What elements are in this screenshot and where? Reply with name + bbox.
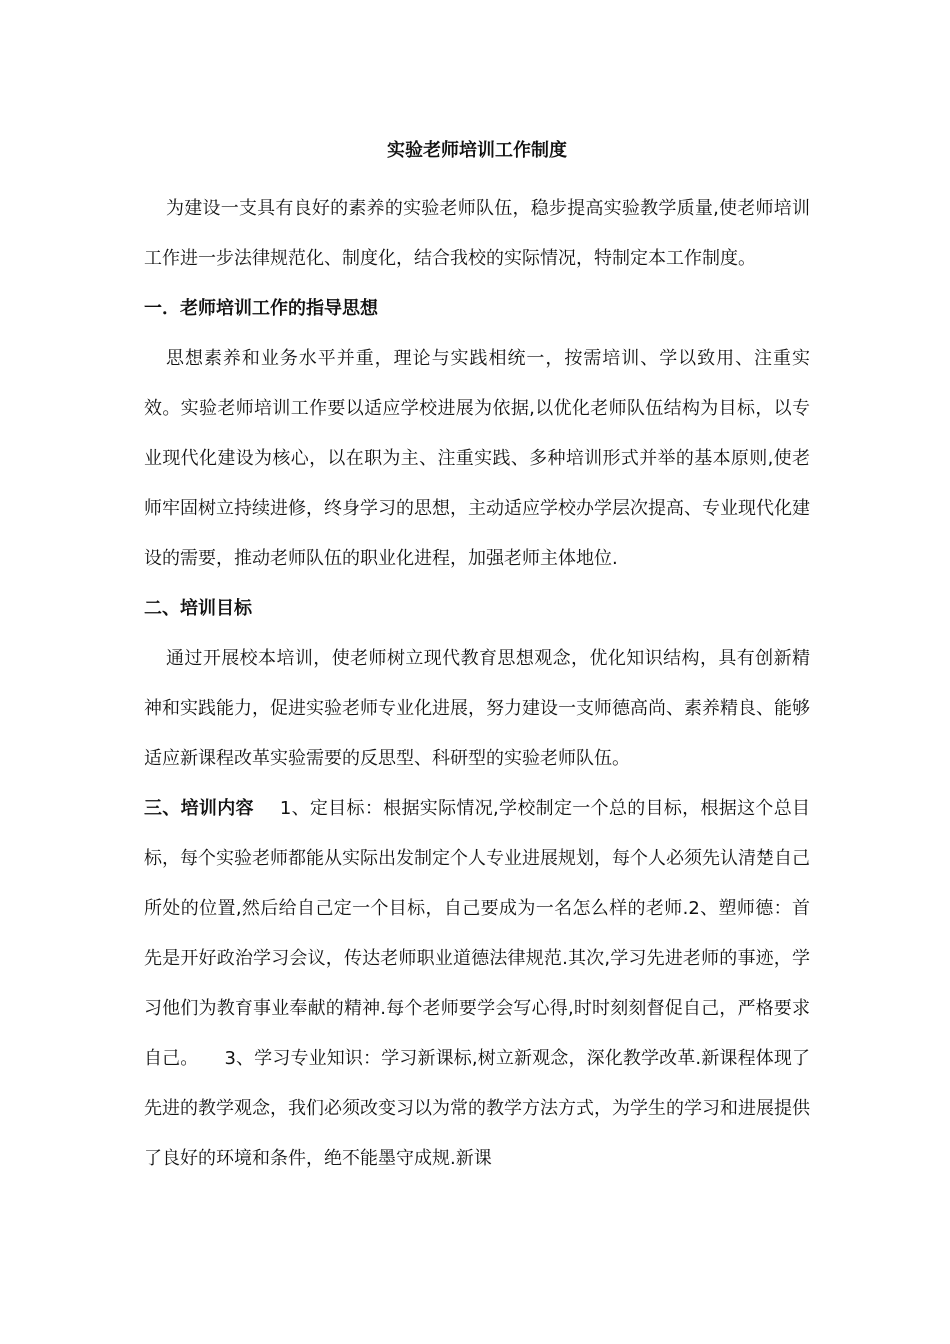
section-1-body: 思想素养和业务水平并重，理论与实践相统一，按需培训、学以致用、注重实效。实验老师培训工作要以适应学校进展为依据,以优化老师队伍结构为目标，以专业现代化建设为核心，以在职为主、注重实践、多种培训形式并举的基本原则,使老师牢固树立持续进修，终身学习的思想，主动适应学校办学层次提高、专业现代化建设的需要，推动老师队伍的职业化进程，加强老师主体地位. [144, 348, 810, 569]
document-title: 实验老师培训工作制度 [387, 140, 567, 161]
intro-paragraph: 为建设一支具有良好的素养的实验老师队伍，稳步提高实验教学质量,使老师培训工作进一步法律规范化、制度化，结合我校的实际情况，特制定本工作制度。 [144, 198, 810, 269]
section-2-heading: 二、培训目标 [144, 598, 252, 619]
section-2-body: 通过开展校本培训，使老师树立现代教育思想观念，优化知识结构，具有创新精神和实践能力，促进实验老师专业化进展，努力建设一支师德高尚、素养精良、能够适应新课程改革实验需要的反思型、科研型的实验老师队伍。 [144, 648, 810, 769]
section-1-heading: 一．老师培训工作的指导思想 [144, 298, 378, 319]
section-3-item-1: 1、定目标：根据实际情况,学校制定一个总的目标，根据这个总目标，每个实验老师都能从实际出发制定个人专业进展规划，每个人必须先认清楚自己所处的位置,然后给自己定一个目标，自己要成为一名怎么样的老师. [144, 798, 811, 919]
section-3-item-3: 3、学习专业知识：学习新课标,树立新观念，深化教学改革.新课程体现了先进的教学观念，我们必须改变习以为常的教学方法方式，为学生的学习和进展提供了良好的环境和条件，绝不能墨守成规.新课 [144, 1048, 810, 1169]
section-3-item-2: 2、塑师德：首先是开好政治学习会议，传达老师职业道德法律规范.其次,学习先进老师的事迹，学习他们为教育事业奉献的精神.每个老师要学会写心得,时时刻刻督促自己，严格要求自己。 [144, 898, 810, 1069]
section-3-paragraph [144, 784, 810, 1184]
section-3-heading: 三、培训内容 [144, 798, 254, 819]
